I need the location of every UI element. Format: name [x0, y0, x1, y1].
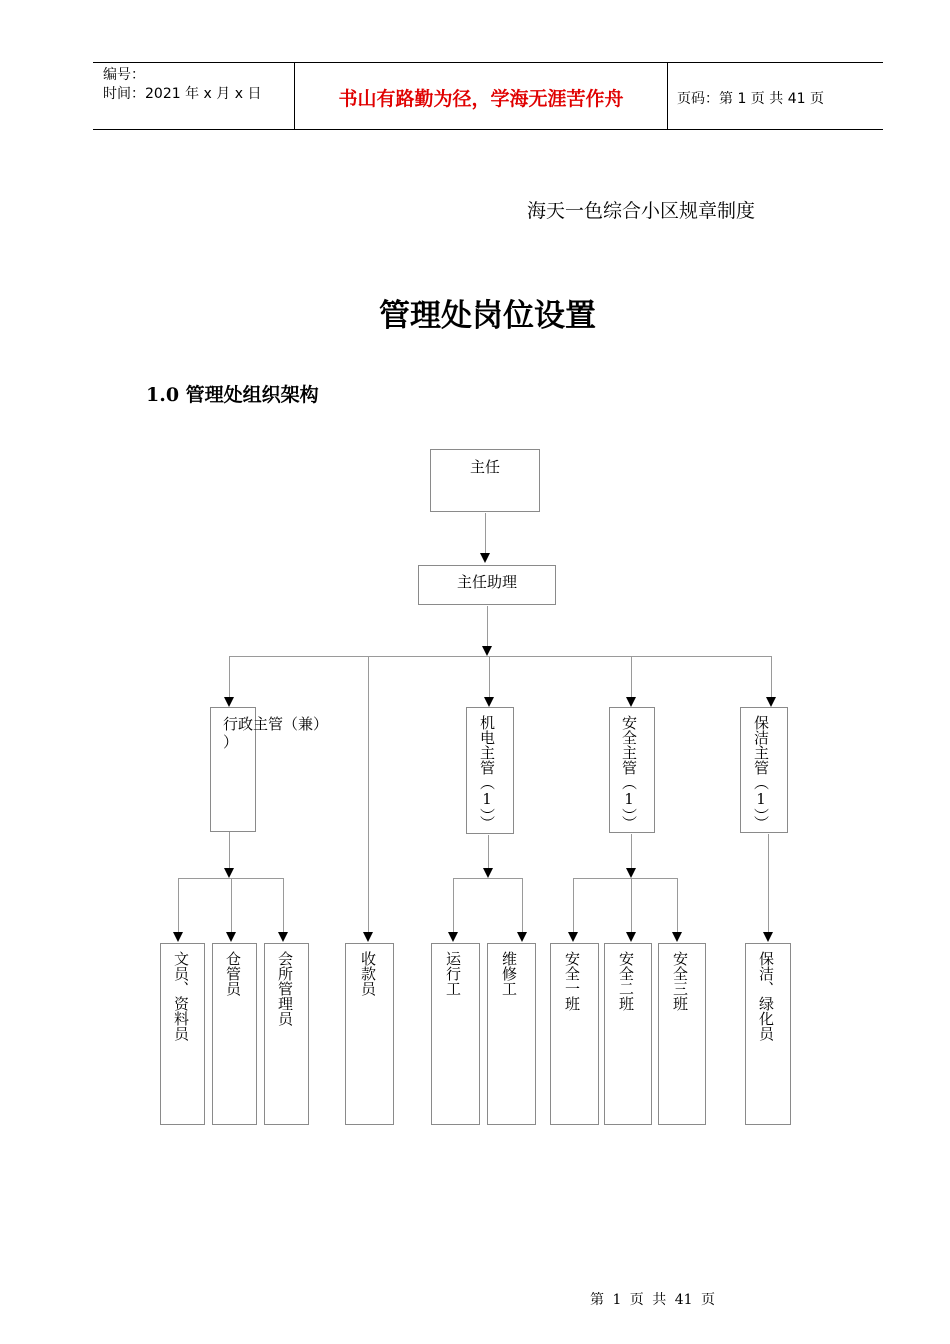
arrow-to-warehouse — [226, 932, 236, 942]
assistant-label: 主任助理 — [456, 573, 517, 591]
cashier-label: 收款员 — [359, 951, 377, 996]
header-divider-right — [667, 62, 668, 130]
arrow-to-cleaner — [763, 932, 773, 942]
security-sub-bus — [573, 878, 677, 879]
header-time-label: 时间：2021 年 x 月 x 日 — [103, 86, 262, 102]
connector-team-3 — [677, 878, 678, 934]
arrow-to-operator — [448, 932, 458, 942]
admin-supervisor-label-tail: ） — [223, 733, 239, 751]
connector-director-assistant — [485, 513, 486, 556]
arrow-to-team-2 — [626, 932, 636, 942]
connector-assistant-bus — [487, 606, 488, 648]
operator-label: 运行工 — [444, 951, 462, 996]
security-team-2-label: 安全二班 — [617, 951, 635, 1011]
connector-team-1 — [573, 878, 574, 934]
cleaning-supervisor-label: 保洁主管（1）） — [752, 715, 770, 831]
arrow-to-team-3 — [672, 932, 682, 942]
header-top-rule — [93, 62, 883, 63]
document-heading: 海天一色综合小区规章制度 — [527, 200, 756, 222]
arrow-to-club — [278, 932, 288, 942]
arrow-to-team-1 — [568, 932, 578, 942]
arrow-to-mech — [484, 697, 494, 707]
arrow-to-clerk — [173, 932, 183, 942]
arrow-mech-sub — [483, 868, 493, 878]
repair-label: 维修工 — [500, 951, 518, 996]
connector-cashier — [368, 656, 369, 934]
arrow-to-repair — [517, 932, 527, 942]
arrow-to-admin — [224, 697, 234, 707]
supervisor-bus-line — [229, 656, 772, 657]
arrow-to-cleaning — [766, 697, 776, 707]
cleaner-label: 保洁、绿化员 — [757, 951, 775, 1041]
security-team-1-label: 安全一班 — [563, 951, 581, 1011]
arrow-to-assistant — [480, 553, 490, 563]
connector-repair — [522, 878, 523, 934]
connector-warehouse — [231, 878, 232, 934]
security-team-3-label: 安全三班 — [671, 951, 689, 1011]
connector-admin-sub — [229, 832, 230, 870]
footer-page-number: 第 1 页 共 41 页 — [590, 1292, 715, 1308]
arrow-to-cashier — [363, 932, 373, 942]
arrow-to-security — [626, 697, 636, 707]
section-heading: 1.0 管理处组织架构 — [146, 384, 319, 406]
arrow-to-bus — [482, 646, 492, 656]
director-label: 主任 — [469, 458, 500, 476]
mech-sub-bus — [453, 878, 522, 879]
mech-supervisor-label: 机电主管（1）） — [478, 715, 496, 831]
connector-clerk — [178, 878, 179, 934]
connector-mech — [489, 656, 490, 698]
connector-cleaning — [771, 656, 772, 698]
header-bottom-rule — [93, 129, 883, 130]
arrow-security-sub — [626, 868, 636, 878]
header-page-label: 页码：第 1 页 共 41 页 — [677, 91, 824, 107]
connector-security-sub — [631, 834, 632, 870]
header-left-cell — [103, 66, 261, 104]
header-motto: 书山有路勤为径，学海无涯苦作舟 — [338, 88, 624, 110]
connector-operator — [453, 878, 454, 934]
connector-cleaner — [768, 834, 769, 934]
connector-team-2 — [631, 878, 632, 934]
document-title: 管理处岗位设置 — [379, 298, 596, 334]
connector-club — [283, 878, 284, 934]
admin-supervisor-label: 行政主管（兼） — [223, 715, 329, 733]
connector-admin — [229, 656, 230, 698]
club-manager-label: 会所管理员 — [276, 951, 294, 1026]
arrow-admin-sub — [224, 868, 234, 878]
connector-security — [631, 656, 632, 698]
header-number-label: 编号： — [103, 67, 145, 83]
warehouse-label: 仓管员 — [224, 951, 242, 996]
clerk-label: 文员、资料员 — [172, 951, 190, 1041]
security-supervisor-label: 安全主管（1）） — [620, 715, 638, 831]
connector-mech-sub — [488, 835, 489, 870]
